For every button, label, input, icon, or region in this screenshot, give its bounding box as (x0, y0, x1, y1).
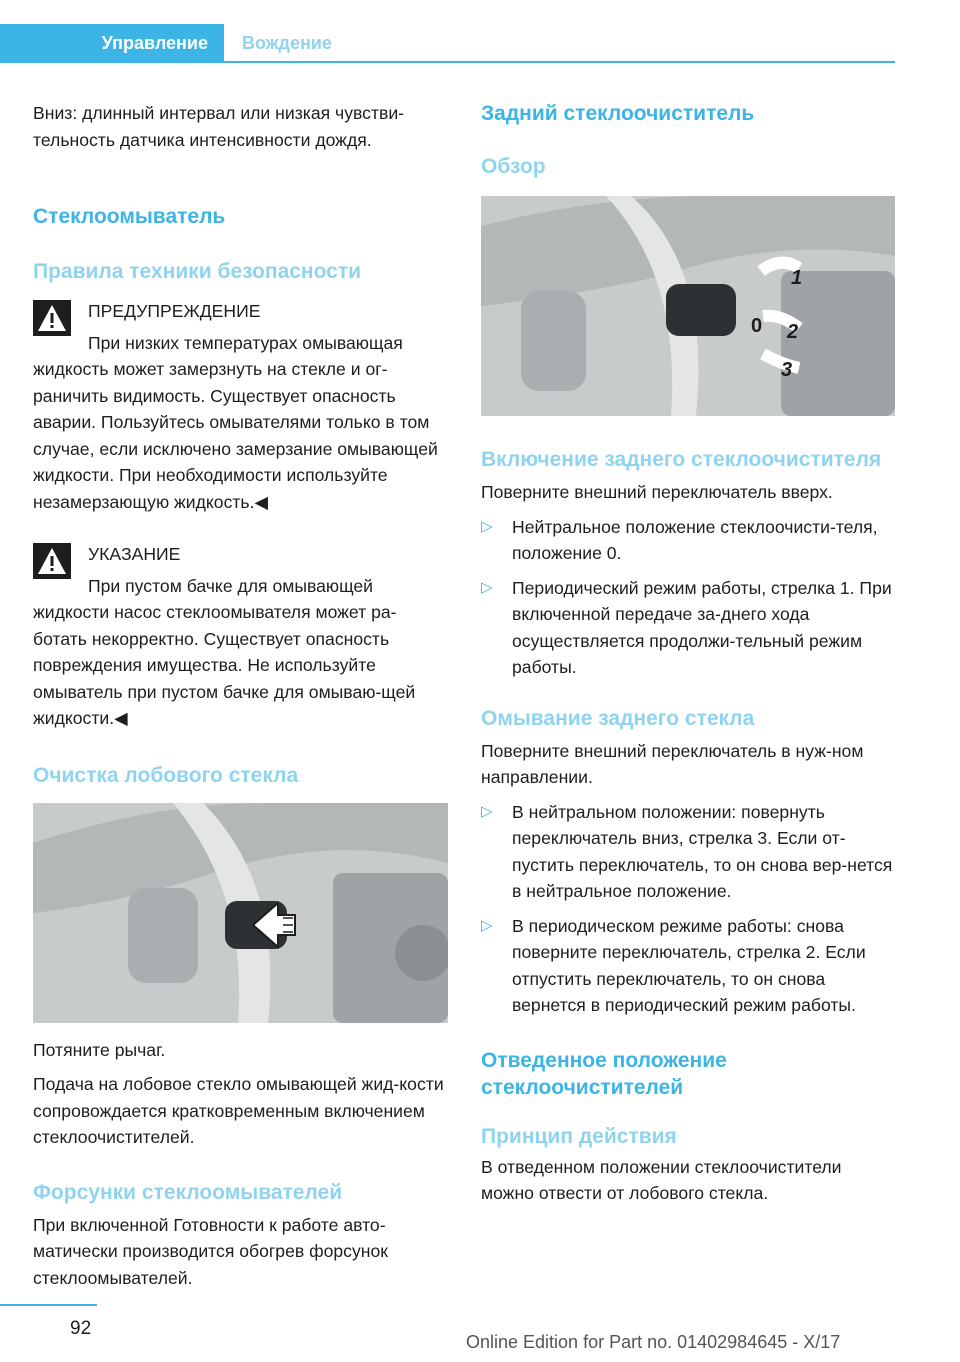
rear-wiper-figure (481, 196, 895, 416)
list-item: ▷ В нейтральном положении: повернуть переключатель вниз, стрелка 3. Если от-пустить переключатель, то он снова вер-нется в нейтральное положение. (481, 799, 895, 905)
header-tabs (0, 24, 895, 62)
principle-text: В отведенном положении стеклоочистители можно отвести от лобового стекла. (481, 1156, 842, 1203)
intro-paragraph: Вниз: длинный интервал или низкая чувстви-тельность датчика интенсивности дождя. (33, 103, 405, 150)
rear-wash-text: Поверните внешний переключатель в нуж-ном направлении. (481, 740, 864, 787)
notice-title: УКАЗАНИЕ (88, 544, 181, 564)
heading-overview: Обзор (481, 155, 546, 178)
heading-rear-wiper: Задний стеклоочиститель (481, 102, 755, 125)
figure-label-3: 3 (781, 359, 793, 381)
pull-lever-text: Потяните рычаг. (33, 1039, 166, 1060)
heading-enable-rear-wiper: Включение заднего стеклоочистителя (481, 448, 882, 471)
heading-nozzles: Форсунки стеклоомывателей (33, 1180, 343, 1204)
list-item: ▷ В периодическом режиме работы: снова поверните переключатель, стрелка 2. Если отпустить переключатель, то он снова вернется в периодический режим работы. (481, 913, 895, 1019)
figure-label-2: 2 (787, 321, 799, 343)
notice-text: жидкости насос стеклоомывателя может ра-ботать некорректно. Существует опасность повреждения имущества. Не используйте омыватель при пустом бачке для омываю-щей жидкости.◀ (33, 602, 416, 728)
heading-rear-wash: Омывание заднего стекла (481, 706, 755, 730)
footer-divider (0, 1304, 97, 1306)
warning-text: жидкость может замерзнуть на стекле и ог-раничить видимость. Существует опасность аварии. Пользуйтесь омывателями только в том случае, если исключено замерзание омывающей жидкости. При необходимости используйте незамерзающую жидкость.◀ (33, 359, 438, 512)
enable-list (481, 514, 895, 681)
right-column (481, 100, 895, 1207)
page-number: 92 (70, 1318, 92, 1339)
tab-controls[interactable]: Управление (0, 24, 224, 62)
warning-triangle-icon (33, 543, 71, 579)
triangle-bullet-icon: ▷ (481, 802, 493, 820)
warning-block-2 (33, 541, 448, 732)
triangle-bullet-icon: ▷ (481, 517, 493, 535)
triangle-bullet-icon: ▷ (481, 916, 493, 934)
rear-wash-list (481, 799, 895, 1019)
notice-text-first: При пустом бачке для омывающей (88, 575, 373, 596)
left-column (33, 100, 448, 1291)
nozzles-text: При включенной Готовности к работе авто-матически производится обогрев форсунок стеклоомывателей. (33, 1214, 388, 1288)
list-item: ▷ Периодический режим работы, стрелка 1. При включенной передаче за-днего хода осуществляется продолжи-тельный режим работы. (481, 575, 895, 681)
heading-folded-position: Отведенное положение стеклоочистителей (481, 1048, 727, 1099)
enable-text: Поверните внешний переключатель вверх. (481, 482, 833, 502)
header-divider (0, 61, 895, 63)
warning-text-first: При низких температурах омывающая (88, 332, 403, 353)
heading-principle: Принцип действия (481, 1124, 677, 1148)
figure-label-1: 1 (791, 267, 803, 289)
warning-title: ПРЕДУПРЕЖДЕНИЕ (88, 301, 261, 321)
washer-lever-photo (33, 803, 448, 1023)
heading-washer: Стеклоомыватель (33, 205, 226, 228)
edition-footer: Online Edition for Part no. 01402984645 - X/17 (466, 1332, 841, 1352)
figure-label-0: 0 (751, 315, 763, 337)
washer-feed-text: Подача на лобовое стекло омывающей жид-кости сопровождается кратковременным включением стеклоочистителей. (33, 1074, 444, 1147)
heading-windshield-cleaning: Очистка лобового стекла (33, 763, 299, 787)
heading-safety: Правила техники безопасности (33, 260, 362, 283)
warning-triangle-icon (33, 300, 71, 336)
tab-driving[interactable]: Вождение (242, 32, 332, 53)
triangle-bullet-icon: ▷ (481, 578, 493, 596)
warning-block-1 (33, 298, 448, 515)
list-item: ▷ Нейтральное положение стеклоочисти-теля, положение 0. (481, 514, 895, 567)
